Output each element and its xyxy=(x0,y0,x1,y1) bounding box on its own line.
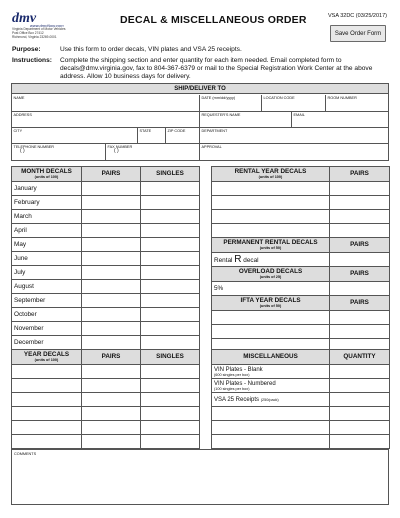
pairs-input[interactable] xyxy=(82,322,141,336)
logo-url: www.dmvNow.com xyxy=(30,23,64,28)
save-order-form-button[interactable]: Save Order Form xyxy=(330,25,386,42)
table-row xyxy=(212,365,390,379)
pairs-input[interactable] xyxy=(82,210,141,224)
instructions-section xyxy=(12,57,392,81)
rental-r-decal-pairs-input[interactable] xyxy=(330,253,390,267)
table-row xyxy=(212,407,390,421)
table-row xyxy=(12,196,200,210)
table-row xyxy=(12,182,200,196)
singles-input[interactable] xyxy=(141,322,200,336)
table-row xyxy=(212,311,390,325)
table-row xyxy=(12,252,200,266)
table-row xyxy=(212,379,390,393)
miscellaneous-table xyxy=(211,349,390,449)
pairs-input[interactable] xyxy=(82,252,141,266)
pairs-input[interactable] xyxy=(82,266,141,280)
pairs-input[interactable] xyxy=(82,280,141,294)
purpose-section xyxy=(12,46,392,53)
quantity-input[interactable] xyxy=(330,407,390,421)
comments-label: COMMENTS xyxy=(14,452,37,456)
singles-input[interactable] xyxy=(141,196,200,210)
misc-item-name: VIN Plates - Blank xyxy=(214,366,263,373)
department-label: DEPARTMENT xyxy=(201,129,228,133)
pairs-input[interactable] xyxy=(330,224,390,238)
table-row xyxy=(212,196,390,210)
overload-pairs-input[interactable] xyxy=(330,282,390,296)
pairs-input[interactable] xyxy=(330,196,390,210)
fax-label: FAX NUMBER xyxy=(107,145,133,149)
singles-input[interactable] xyxy=(141,421,200,435)
logo-line: Richmond, Virginia 23269-0001 xyxy=(12,34,57,39)
month-label: March xyxy=(12,210,82,224)
quantity-input[interactable] xyxy=(330,421,390,435)
singles-header: SINGLES xyxy=(141,350,200,365)
room-number-label: ROOM NUMBER xyxy=(327,96,357,100)
table-row xyxy=(12,322,200,336)
address-label: ADDRESS xyxy=(13,113,32,117)
month-label: February xyxy=(12,196,82,210)
misc-item-note: (250/pack) xyxy=(260,397,279,402)
pairs-input[interactable] xyxy=(82,421,141,435)
table-row xyxy=(12,308,200,322)
quantity-header: QUANTITY xyxy=(330,350,390,365)
overload-header: OVERLOAD DECALS (units of 25) xyxy=(212,267,330,282)
table-row xyxy=(12,336,200,350)
pairs-header: PAIRS xyxy=(330,296,390,311)
singles-input[interactable] xyxy=(141,294,200,308)
misc-item-label xyxy=(212,379,330,393)
overload-5-percent-label: 5% xyxy=(212,282,330,296)
form-number: VSA 32DC (03/25/2017) xyxy=(327,13,387,19)
pairs-input[interactable] xyxy=(82,308,141,322)
quantity-input[interactable] xyxy=(330,379,390,393)
month-label: January xyxy=(12,182,82,196)
quantity-input[interactable] xyxy=(330,365,390,379)
ifta-year-input[interactable] xyxy=(212,325,330,339)
pairs-input[interactable] xyxy=(82,224,141,238)
instructions-label: Instructions: xyxy=(12,57,52,64)
table-row xyxy=(12,294,200,308)
month-decals-header: MONTH DECALS (units of 100) xyxy=(12,167,82,182)
year-decals-table xyxy=(11,349,200,449)
misc-item-label xyxy=(212,393,330,407)
pairs-input[interactable] xyxy=(82,365,141,379)
pairs-input[interactable] xyxy=(82,182,141,196)
state-field[interactable] xyxy=(138,128,166,144)
pairs-input[interactable] xyxy=(82,407,141,421)
table-row xyxy=(12,210,200,224)
approval-label: APPROVAL xyxy=(201,145,222,149)
telephone-label: TELEPHONE NUMBER xyxy=(13,145,55,149)
month-label: June xyxy=(12,252,82,266)
quantity-input[interactable] xyxy=(330,393,390,407)
pairs-header: PAIRS xyxy=(330,267,390,282)
month-label: December xyxy=(12,336,82,350)
table-row xyxy=(12,224,200,238)
month-label: April xyxy=(12,224,82,238)
quantity-input[interactable] xyxy=(330,435,390,449)
rental-year-input[interactable] xyxy=(212,196,330,210)
pairs-input[interactable] xyxy=(330,210,390,224)
month-label: May xyxy=(12,238,82,252)
ifta-header: IFTA YEAR DECALS (units of 50) xyxy=(212,296,330,311)
singles-input[interactable] xyxy=(141,308,200,322)
telephone-field[interactable] xyxy=(12,144,106,160)
month-label: August xyxy=(12,280,82,294)
year-input[interactable] xyxy=(12,407,82,421)
misc-item-input[interactable] xyxy=(212,435,330,449)
singles-input[interactable] xyxy=(141,252,200,266)
year-input[interactable] xyxy=(12,379,82,393)
misc-item-note: (600 singles per box) xyxy=(214,372,250,377)
pairs-header: PAIRS xyxy=(82,167,141,182)
rental-r-decal-label: Rental R decal xyxy=(212,253,330,267)
date-label: DATE (mm/dd/yyyy) xyxy=(201,96,236,100)
purpose-text: Use this form to order decals, VIN plates and VSA 25 receipts. xyxy=(60,46,242,53)
table-row xyxy=(212,421,390,435)
email-field[interactable] xyxy=(292,112,388,128)
singles-input[interactable] xyxy=(141,280,200,294)
instructions-text: Complete the shipping section and enter quantity for each item needed. Email completed form to decals@dmv.virginia.gov, fax to 804-367-6379 or mail to the Special Registration Work Center at the above address. Allow 10 business days for delivery. xyxy=(60,57,373,80)
year-input[interactable] xyxy=(12,435,82,449)
misc-item-note: (100 singles per box) xyxy=(214,386,250,391)
table-row xyxy=(12,365,200,379)
telephone-area-code: ( ) xyxy=(20,148,25,154)
pairs-input[interactable] xyxy=(82,294,141,308)
singles-input[interactable] xyxy=(141,379,200,393)
singles-input[interactable] xyxy=(141,365,200,379)
pairs-input[interactable] xyxy=(82,196,141,210)
table-row xyxy=(12,421,200,435)
pairs-input[interactable] xyxy=(82,435,141,449)
purpose-label: Purpose: xyxy=(12,46,41,53)
month-label: September xyxy=(12,294,82,308)
requester-name-field[interactable] xyxy=(200,112,292,128)
logo-line: Post Office Box 27412 xyxy=(12,30,44,35)
fax-field[interactable] xyxy=(106,144,200,160)
address-field[interactable] xyxy=(12,112,200,128)
email-label: EMAIL xyxy=(293,113,305,117)
month-decals-table xyxy=(11,166,200,350)
ship-title: SHIP/DELIVER TO xyxy=(12,84,388,94)
month-label: November xyxy=(12,322,82,336)
pairs-header: PAIRS xyxy=(330,238,390,253)
rental-year-header: RENTAL YEAR DECALS (units of 100) xyxy=(212,167,330,182)
pairs-input[interactable] xyxy=(82,393,141,407)
pairs-input[interactable] xyxy=(82,379,141,393)
singles-input[interactable] xyxy=(141,435,200,449)
zip-code-field[interactable] xyxy=(166,128,200,144)
pairs-header: PAIRS xyxy=(330,167,390,182)
singles-input[interactable] xyxy=(141,210,200,224)
permanent-rental-header: PERMANENT RENTAL DECALS (units of 50) xyxy=(212,238,330,253)
name-label: NAME xyxy=(13,96,25,100)
rental-year-input[interactable] xyxy=(212,182,330,196)
year-input[interactable] xyxy=(12,393,82,407)
logo-line: Virginia Department of Motor Vehicles xyxy=(12,27,66,31)
comments-field[interactable] xyxy=(11,449,389,505)
year-decals-header: YEAR DECALS (units of 100) xyxy=(12,350,82,365)
fax-area-code: ( ) xyxy=(114,148,119,154)
dmv-logo xyxy=(12,12,82,44)
ship-deliver-section xyxy=(11,83,389,161)
table-row xyxy=(12,266,200,280)
miscellaneous-header: MISCELLANEOUS xyxy=(212,350,330,365)
singles-input[interactable] xyxy=(141,266,200,280)
date-field[interactable] xyxy=(200,95,262,112)
location-code-field[interactable] xyxy=(262,95,326,112)
misc-item-label xyxy=(212,365,330,379)
table-row xyxy=(212,393,390,407)
form-header xyxy=(0,0,400,42)
pairs-input[interactable] xyxy=(330,182,390,196)
state-label: STATE xyxy=(139,129,152,133)
singles-input[interactable] xyxy=(141,393,200,407)
right-decals-table xyxy=(211,166,390,353)
room-number-field[interactable] xyxy=(326,95,388,112)
city-field[interactable] xyxy=(12,128,138,144)
table-row xyxy=(12,435,200,449)
logo-mark: dmv xyxy=(12,11,37,26)
requester-name-label: REQUESTER'S NAME xyxy=(201,113,241,117)
table-row xyxy=(212,435,390,449)
singles-input[interactable] xyxy=(141,224,200,238)
table-row xyxy=(212,182,390,196)
pairs-input[interactable] xyxy=(330,311,390,325)
department-field[interactable] xyxy=(200,128,388,144)
approval-field[interactable] xyxy=(200,144,388,160)
pairs-input[interactable] xyxy=(330,325,390,339)
table-row xyxy=(212,224,390,238)
singles-header: SINGLES xyxy=(141,167,200,182)
table-row xyxy=(212,325,390,339)
pairs-input[interactable] xyxy=(82,238,141,252)
name-field[interactable] xyxy=(12,95,200,112)
city-label: CITY xyxy=(13,129,23,133)
misc-item-name: VSA 25 Receipts xyxy=(214,396,260,403)
table-row xyxy=(12,393,200,407)
table-row xyxy=(12,379,200,393)
zip-code-label: ZIP CODE xyxy=(167,129,186,133)
year-input[interactable] xyxy=(12,365,82,379)
singles-input[interactable] xyxy=(141,238,200,252)
pairs-header: PAIRS xyxy=(82,350,141,365)
month-label: July xyxy=(12,266,82,280)
table-row xyxy=(12,280,200,294)
singles-input[interactable] xyxy=(141,336,200,350)
table-row xyxy=(12,407,200,421)
misc-item-input[interactable] xyxy=(212,407,330,421)
rental-year-input[interactable] xyxy=(212,224,330,238)
table-row xyxy=(212,210,390,224)
page-title: DECAL & MISCELLANEOUS ORDER xyxy=(120,14,307,26)
singles-input[interactable] xyxy=(141,182,200,196)
pairs-input[interactable] xyxy=(82,336,141,350)
table-row xyxy=(12,238,200,252)
singles-input[interactable] xyxy=(141,407,200,421)
misc-item-name: VIN Plates - Numbered xyxy=(214,380,276,387)
misc-item-input[interactable] xyxy=(212,421,330,435)
rental-year-input[interactable] xyxy=(212,210,330,224)
month-label: October xyxy=(12,308,82,322)
location-code-label: LOCATION CODE xyxy=(263,96,295,100)
year-input[interactable] xyxy=(12,421,82,435)
ifta-year-input[interactable] xyxy=(212,311,330,325)
